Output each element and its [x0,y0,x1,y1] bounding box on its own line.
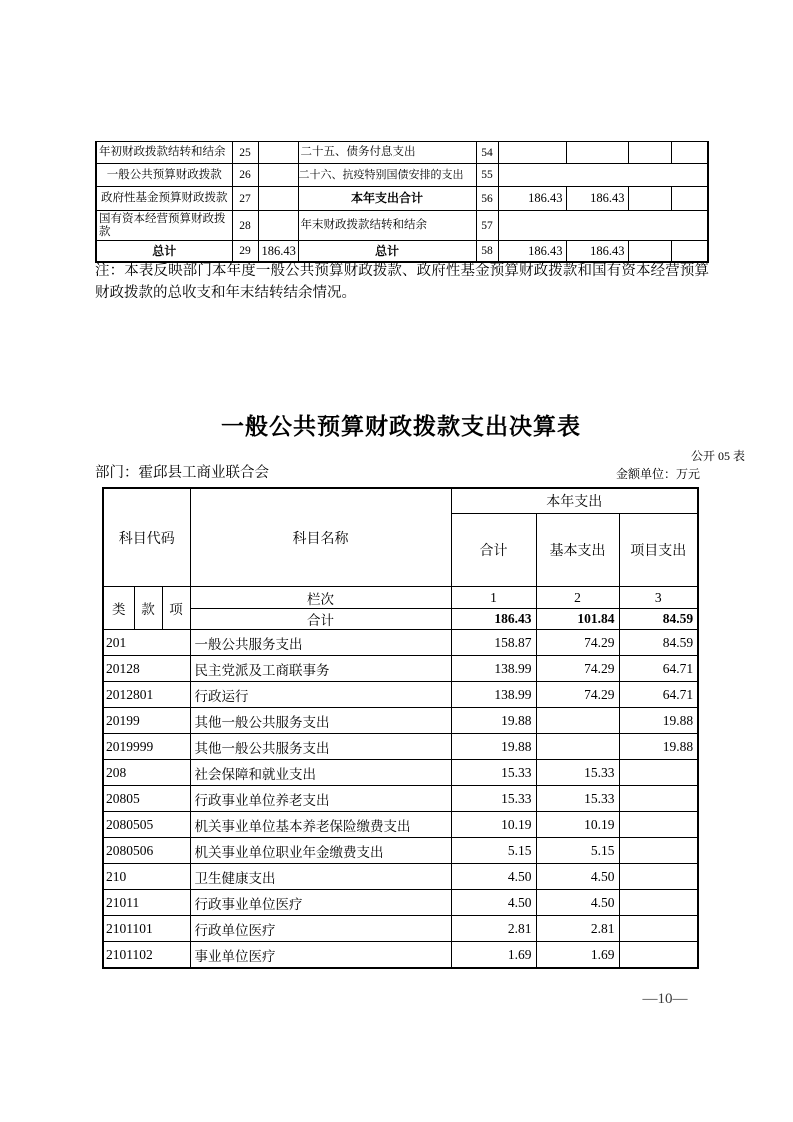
amount-cell [258,142,298,164]
subject-name-cell: 行政运行 [190,682,451,708]
basic-expenditure-cell: 5.15 [536,838,619,864]
subject-code-cell: 2012801 [103,682,190,708]
amount-cell [671,187,708,211]
amount-cell [498,142,566,164]
expenditure-table-grid [102,487,699,969]
basic-expenditure-cell: 74.29 [536,682,619,708]
expenditure-table-row [103,812,698,838]
amount-cell [258,164,298,187]
project-expenditure-cell [619,786,698,812]
grand-total-project: 84.59 [619,609,698,630]
item-name-cell: 政府性基金预算财政拨款 [96,187,232,211]
expenditure-table-row [103,942,698,969]
total-cell: 15.33 [451,786,536,812]
expenditure-table [102,487,699,969]
total-cell: 4.50 [451,864,536,890]
project-expenditure-cell [619,916,698,942]
header-row-3 [103,587,698,609]
fiscal-summary-table-fragment [95,141,709,263]
subject-name-cell: 其他一般公共服务支出 [190,734,451,760]
expenditure-table-row [103,656,698,682]
subject-name-header: 科目名称 [190,488,451,587]
subject-name-cell: 社会保障和就业支出 [190,760,451,786]
subject-code-cell: 2080505 [103,812,190,838]
project-expenditure-cell [619,838,698,864]
project-expenditure-cell: 64.71 [619,656,698,682]
unit-label: 金额单位：万元 [615,467,700,481]
project-expenditure-cell [619,864,698,890]
summary-table-row [96,241,708,263]
item-name-cell: 本年支出合计 [298,187,476,211]
subject-code-cell: 20199 [103,708,190,734]
basic-expenditure-cell: 74.29 [536,630,619,656]
expenditure-table-row [103,734,698,760]
item-name-cell: 二十五、债务付息支出 [298,142,476,164]
basic-expenditure-cell [536,734,619,760]
page-number: —10— [642,991,688,1007]
amount-cell [628,142,671,164]
grand-total-basic: 101.84 [536,609,619,630]
amount-cell-merged [498,211,708,241]
subject-code-header: 科目代码 [103,488,190,587]
project-expenditure-cell: 64.71 [619,682,698,708]
column-index-label: 栏次 [190,587,451,609]
expenditure-table-row [103,838,698,864]
item-name-cell: 总计 [298,241,476,263]
amount-cell [258,211,298,241]
expenditure-table-row [103,708,698,734]
basic-expenditure-cell [536,708,619,734]
project-expenditure-cell: 19.88 [619,708,698,734]
table-note: 注：本表反映部门本年度一般公共预算财政拨款、政府性基金预算财政拨款和国有资本经营预算财政拨款的总收支和年末结转结余情况。 [95,263,709,301]
amount-cell: 186.43 [498,187,566,211]
basic-expenditure-cell: 15.33 [536,786,619,812]
subject-code-cell: 2101101 [103,916,190,942]
amount-cell [258,187,298,211]
total-cell: 15.33 [451,760,536,786]
amount-cell [566,142,628,164]
line-number-cell: 58 [476,241,498,263]
subject-name-cell: 行政事业单位医疗 [190,890,451,916]
year-expenditure-header: 本年支出 [451,488,698,514]
subject-code-cell: 2101102 [103,942,190,969]
subject-code-cell: 20805 [103,786,190,812]
item-name-cell: 年末财政拨款结转和结余 [298,211,476,241]
summary-table [95,141,709,263]
section-header: 款 [134,587,162,630]
item-header: 项 [162,587,190,630]
subject-name-cell: 卫生健康支出 [190,864,451,890]
total-cell: 1.69 [451,942,536,969]
project-expenditure-cell: 19.88 [619,734,698,760]
expenditure-table-row [103,916,698,942]
item-name-cell: 总计 [96,241,232,263]
basic-expenditure-cell: 10.19 [536,812,619,838]
amount-cell: 186.43 [258,241,298,263]
line-number-cell: 29 [232,241,258,263]
subject-name-cell: 机关事业单位职业年金缴费支出 [190,838,451,864]
subject-code-cell: 2080506 [103,838,190,864]
grand-total-row [103,609,698,630]
expenditure-table-row [103,760,698,786]
total-cell: 5.15 [451,838,536,864]
subject-name-cell: 民主党派及工商联事务 [190,656,451,682]
class-header: 类 [103,587,134,630]
grand-total-label: 合计 [190,609,451,630]
amount-cell [628,187,671,211]
basic-expenditure-header: 基本支出 [536,514,619,587]
basic-expenditure-cell: 74.29 [536,656,619,682]
page-title: 一般公共预算财政拨款支出决算表 [221,413,581,439]
item-name-cell: 一般公共预算财政拨款 [96,164,232,187]
total-header: 合计 [451,514,536,587]
public-table-number: 公开 05 表 [690,449,745,463]
department-label: 部门：霍邱县工商业联合会 [95,465,269,481]
line-number-cell: 26 [232,164,258,187]
subject-name-cell: 事业单位医疗 [190,942,451,969]
line-number-cell: 57 [476,211,498,241]
expenditure-table-row [103,630,698,656]
subject-name-cell: 行政事业单位养老支出 [190,786,451,812]
basic-expenditure-cell: 4.50 [536,890,619,916]
item-name-cell: 国有资本经营预算财政拨款 [96,211,232,241]
line-number-cell: 56 [476,187,498,211]
amount-cell [628,241,671,263]
line-number-cell: 28 [232,211,258,241]
summary-table-row [96,187,708,211]
subject-code-cell: 201 [103,630,190,656]
expenditure-table-row [103,890,698,916]
total-cell: 19.88 [451,734,536,760]
subject-name-cell: 一般公共服务支出 [190,630,451,656]
project-expenditure-cell [619,812,698,838]
summary-table-row [96,211,708,241]
summary-table-row [96,142,708,164]
subject-code-cell: 210 [103,864,190,890]
total-cell: 2.81 [451,916,536,942]
amount-cell [671,142,708,164]
project-expenditure-cell: 84.59 [619,630,698,656]
amount-cell: 186.43 [566,187,628,211]
subject-name-cell: 其他一般公共服务支出 [190,708,451,734]
expenditure-table-row [103,864,698,890]
table-meta-row [95,459,700,482]
amount-cell-merged [498,164,708,187]
subject-name-cell: 行政单位医疗 [190,916,451,942]
line-number-cell: 27 [232,187,258,211]
basic-expenditure-cell: 4.50 [536,864,619,890]
total-cell: 10.19 [451,812,536,838]
summary-table-row [96,164,708,187]
basic-expenditure-cell: 15.33 [536,760,619,786]
column-index-1: 1 [451,587,536,609]
project-expenditure-cell [619,890,698,916]
subject-code-cell: 20128 [103,656,190,682]
subject-name-cell: 机关事业单位基本养老保险缴费支出 [190,812,451,838]
subject-code-cell: 2019999 [103,734,190,760]
item-name-cell: 二十六、抗疫特别国债安排的支出 [298,164,476,187]
column-index-3: 3 [619,587,698,609]
column-index-2: 2 [536,587,619,609]
project-expenditure-cell [619,942,698,969]
expenditure-table-row [103,682,698,708]
total-cell: 138.99 [451,656,536,682]
header-row-1 [103,488,698,514]
line-number-cell: 54 [476,142,498,164]
project-expenditure-cell [619,760,698,786]
amount-cell: 186.43 [498,241,566,263]
total-cell: 19.88 [451,708,536,734]
basic-expenditure-cell: 1.69 [536,942,619,969]
amount-cell [671,241,708,263]
line-number-cell: 25 [232,142,258,164]
item-name-cell: 年初财政拨款结转和结余 [96,142,232,164]
total-cell: 138.99 [451,682,536,708]
expenditure-table-row [103,786,698,812]
subject-code-cell: 208 [103,760,190,786]
total-cell: 4.50 [451,890,536,916]
basic-expenditure-cell: 2.81 [536,916,619,942]
project-expenditure-header: 项目支出 [619,514,698,587]
total-cell: 158.87 [451,630,536,656]
grand-total-value: 186.43 [451,609,536,630]
amount-cell: 186.43 [566,241,628,263]
line-number-cell: 55 [476,164,498,187]
subject-code-cell: 21011 [103,890,190,916]
